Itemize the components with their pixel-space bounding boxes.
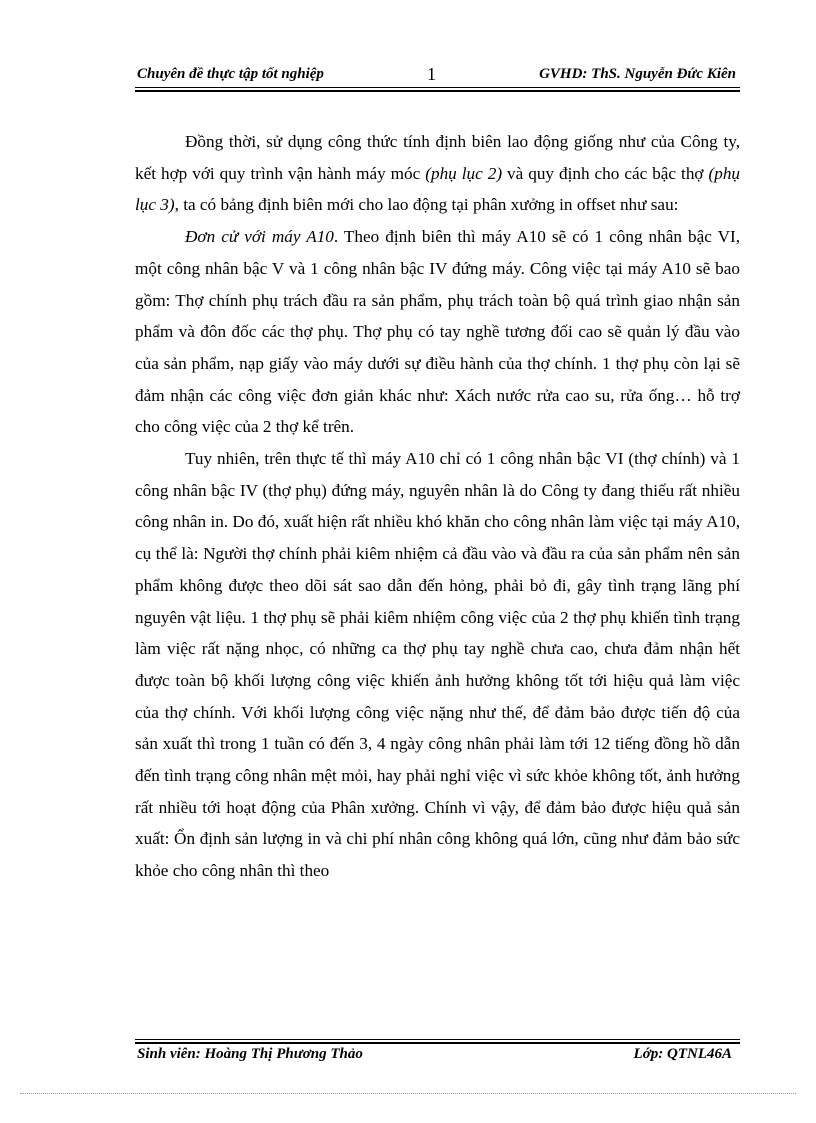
paragraph-3: Tuy nhiên, trên thực tế thì máy A10 chỉ có 1 công nhân bậc VI (thợ chính) và 1 công nhân bậc IV (thợ phụ) đứng máy, nguyên nhân là do Công ty đang thiếu rất nhiều công nhân in. Do đó, xuất hiện rất nhiều khó khăn cho công nhân làm việc tại máy A10, cụ thể là: Người thợ chính phải kiêm nhiệm cả đầu vào và đầu ra của sản phẩm nên sản phẩm không được theo dõi sát sao dẫn đến hỏng, phải bỏ đi, gây tình trạng lãng phí nguyên vật liệu. 1 thợ phụ sẽ phải kiêm nhiệm công việc của 2 thợ phụ khiến tình trạng làm việc rất nặng nhọc, có những ca thợ phụ tay nghề chưa cao, chưa đảm nhận hết được toàn bộ khối lượng công việc khiến ảnh hưởng không tốt tới hiệu quả làm việc của thợ chính. Với khối lượng công việc nặng như thế, để đảm bảo được tiến độ của sản xuất thì trong 1 tuần có đến 3, 4 ngày công nhân phải làm tới 12 tiếng đồng hồ dẫn đến tình trạng công nhân mệt mỏi, hay phải nghỉ việc vì sức khỏe không tốt, ảnh hưởng rất nhiều tới hoạt động của Phân xưởng. Chính vì vậy, để đảm bảo được hiệu quả sản xuất: Ổn định sản lượng in và chi phí nhân công không quá lớn, cũng như đảm bảo sức khỏe cho công nhân thì theo (135, 449, 740, 881)
paragraph-1-text-a: Đồng thời, sử dụng công thức tính định biên lao động giống như của Công ty, kết hợp với quy trình vận hành máy móc (135, 132, 740, 183)
paragraph-1-text-c: và quy định cho các bậc thợ (502, 163, 709, 183)
paragraph-2 (135, 221, 740, 443)
paragraph-2-text: . Theo định biên thì máy A10 sẽ có 1 công nhân bậc VI, một công nhân bậc V và 1 công nhân bậc IV đứng máy. Công việc tại máy A10 sẽ bao gồm: Thợ chính phụ trách đầu ra sản phẩm, phụ trách toàn bộ quá trình giao nhận sản phẩm và đôn đốc các thợ phụ. Thợ phụ có tay nghề tương đối cao sẽ quản lý đầu vào của sản phẩm, nạp giấy vào máy dưới sự điều hành của thợ chính. 1 thợ phụ còn lại sẽ đảm nhận các công việc đơn giản khác như: Xách nước rửa cao su, rửa ống… hỗ trợ cho công việc của 2 thợ kể trên. (135, 227, 740, 437)
page-footer (135, 1046, 740, 1068)
paragraph-1 (135, 126, 740, 221)
page-header (135, 64, 740, 86)
footer-rule-thick (135, 1042, 740, 1044)
header-report-title: Chuyên đề thực tập tốt nghiệp (137, 66, 324, 82)
appendix-3-ref: (phụ lục 3) (135, 163, 741, 215)
footer-class-code: Lớp: QTNL46A (633, 1046, 732, 1062)
appendix-2-ref: (phụ lục 2) (425, 163, 503, 183)
header-rule-thin (135, 87, 740, 88)
header-rule-thick (135, 90, 740, 92)
footer-student-name: Sinh viên: Hoàng Thị Phương Thảo (137, 1046, 363, 1062)
header-page-number: 1 (427, 64, 436, 84)
footer-rule-thin (135, 1039, 740, 1040)
header-supervisor: GVHD: ThS. Nguyễn Đức Kiên (539, 66, 736, 82)
body-text (135, 126, 740, 887)
page-break-dotted-line (20, 1093, 796, 1094)
paragraph-2-lead: Đơn cử với máy A10 (185, 227, 334, 247)
paragraph-1-text-e: , ta có bảng định biên mới cho lao động tại phân xưởng in offset như sau: (174, 195, 679, 215)
